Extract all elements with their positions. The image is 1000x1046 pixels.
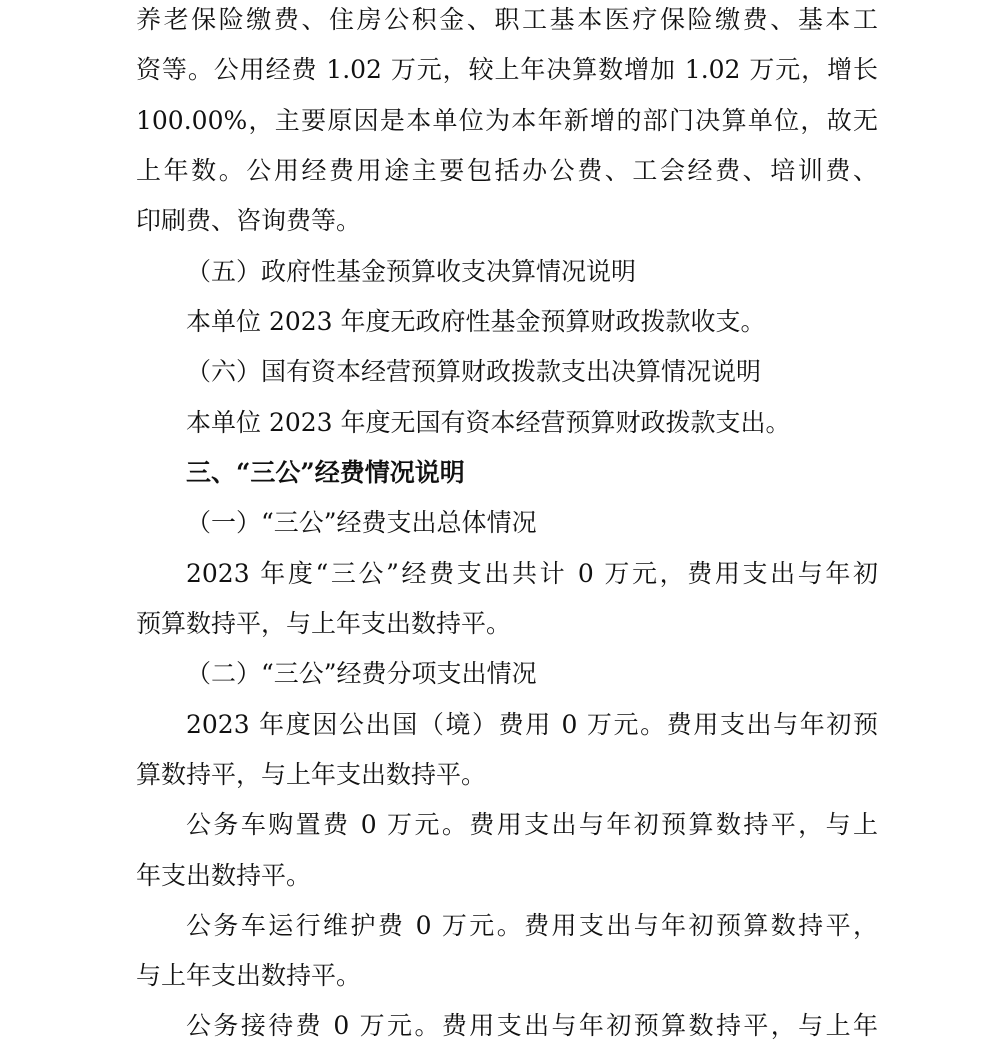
text-line: （一）“三公”经费支出总体情况 <box>186 508 537 537</box>
text-line: 印刷费、咨询费等。 <box>136 206 362 235</box>
text-line: 上年数。公用经费用途主要包括办公费、工会经费、培训费、 <box>136 156 878 185</box>
text-line: 本单位 2023 年度无政府性基金预算财政拨款收支。 <box>186 307 766 336</box>
text-line: 资等。公用经费 1.02 万元，较上年决算数增加 1.02 万元，增长 <box>136 55 878 84</box>
text-line: 100.00%，主要原因是本单位为本年新增的部门决算单位，故无 <box>136 106 878 135</box>
text-line: （五）政府性基金预算收支决算情况说明 <box>186 257 637 286</box>
text-line: 本单位 2023 年度无国有资本经营预算财政拨款支出。 <box>186 408 791 437</box>
text-line: （六）国有资本经营预算财政拨款支出决算情况说明 <box>186 357 762 386</box>
text-line: 公务车运行维护费 0 万元。费用支出与年初预算数持平， <box>186 911 878 940</box>
text-line: 公务接待费 0 万元。费用支出与年初预算数持平，与上年 <box>186 1011 878 1040</box>
text-line: 预算数持平，与上年支出数持平。 <box>136 609 512 638</box>
text-line: 2023 年度“三公”经费支出共计 0 万元，费用支出与年初 <box>186 559 878 588</box>
text-line: 公务车购置费 0 万元。费用支出与年初预算数持平，与上 <box>186 810 878 839</box>
text-line: 与上年支出数持平。 <box>136 961 362 990</box>
section-heading: 三、“三公”经费情况说明 <box>186 458 465 487</box>
text-line: 2023 年度因公出国（境）费用 0 万元。费用支出与年初预 <box>186 710 878 739</box>
text-line: 年支出数持平。 <box>136 861 312 890</box>
text-line: 算数持平，与上年支出数持平。 <box>136 760 487 789</box>
text-line: 养老保险缴费、住房公积金、职工基本医疗保险缴费、基本工 <box>136 5 878 34</box>
text-line: （二）“三公”经费分项支出情况 <box>186 659 537 688</box>
